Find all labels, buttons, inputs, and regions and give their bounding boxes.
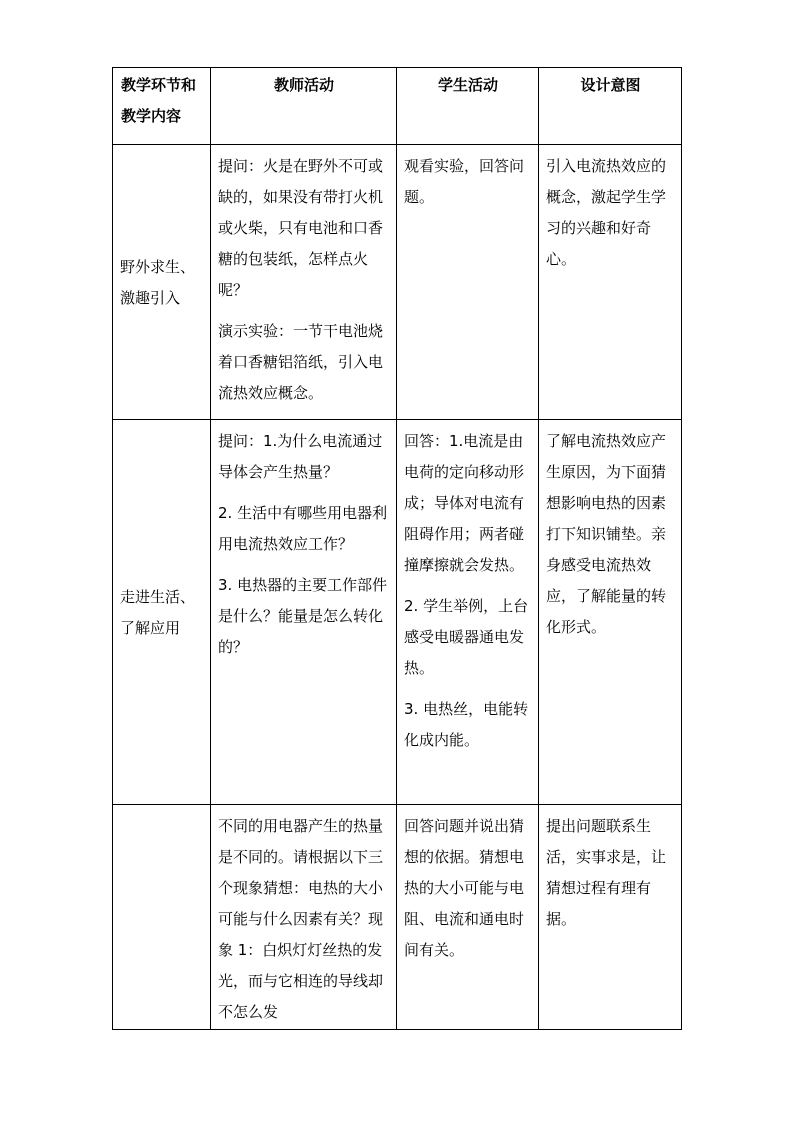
teacher-paragraph: 不同的用电器产生的热量是不同的。请根据以下三个现象猜想：电热的大小可能与什么因素有关？现象 1：白炽灯灯丝热的发光，而与它相连的导线却不怎么发 [218, 817, 384, 1021]
table-row [113, 420, 682, 805]
header-stage: 教学环节和教学内容 [113, 68, 211, 145]
teacher-cell [211, 420, 397, 805]
student-cell [397, 145, 539, 420]
teacher-paragraph: 2. 生活中有哪些用电器利用电流热效应工作？ [218, 504, 388, 553]
student-cell [397, 805, 539, 1030]
table-row [113, 805, 682, 1030]
student-paragraph: 回答问题并说出猜想的依据。猜想电热的大小可能与电阻、电流和通电时间有关。 [404, 817, 525, 959]
intent-paragraph: 引入电流热效应的概念，激起学生学习的兴趣和好奇心。 [546, 157, 667, 268]
student-paragraph: 回答：1.电流是由电荷的定向移动形成；导体对电流有阻碍作用；两者碰撞摩擦就会发热。 [404, 432, 525, 574]
teacher-paragraph: 演示实验：一节干电池烧着口香糖铝箔纸，引入电流热效应概念。 [218, 322, 384, 402]
student-paragraph: 2. 学生举例，上台感受电暖器通电发热。 [404, 597, 529, 677]
student-paragraph: 3. 电热丝，电能转化成内能。 [404, 700, 529, 749]
intent-cell [539, 145, 682, 420]
intent-paragraph: 提出问题联系生活，实事求是，让猜想过程有理有据。 [546, 817, 667, 928]
intent-cell [539, 420, 682, 805]
teacher-paragraph: 提问：1.为什么电流通过导体会产生热量？ [218, 432, 383, 481]
teacher-cell [211, 805, 397, 1030]
stage-cell: 野外求生、激趣引入 [113, 145, 211, 420]
header-row [113, 68, 682, 145]
teacher-paragraph: 3. 电热器的主要工作部件是什么？能量是怎么转化的？ [218, 576, 388, 656]
header-intent: 设计意图 [539, 68, 682, 145]
teacher-cell [211, 145, 397, 420]
header-student: 学生活动 [397, 68, 539, 145]
intent-paragraph: 了解电流热效应产生原因，为下面猜想影响电热的因素打下知识铺垫。亲身感受电流热效应，了解能量的转化形式。 [546, 432, 667, 636]
teacher-paragraph: 提问：火是在野外不可或缺的，如果没有带打火机或火柴，只有电池和口香糖的包装纸，怎样点火呢？ [218, 157, 384, 299]
table-row [113, 145, 682, 420]
lesson-plan-table [112, 67, 682, 1030]
header-teacher: 教师活动 [211, 68, 397, 145]
stage-cell [113, 805, 211, 1030]
student-paragraph: 观看实验，回答问题。 [404, 157, 525, 206]
intent-cell [539, 805, 682, 1030]
stage-cell: 走进生活、了解应用 [113, 420, 211, 805]
student-cell [397, 420, 539, 805]
